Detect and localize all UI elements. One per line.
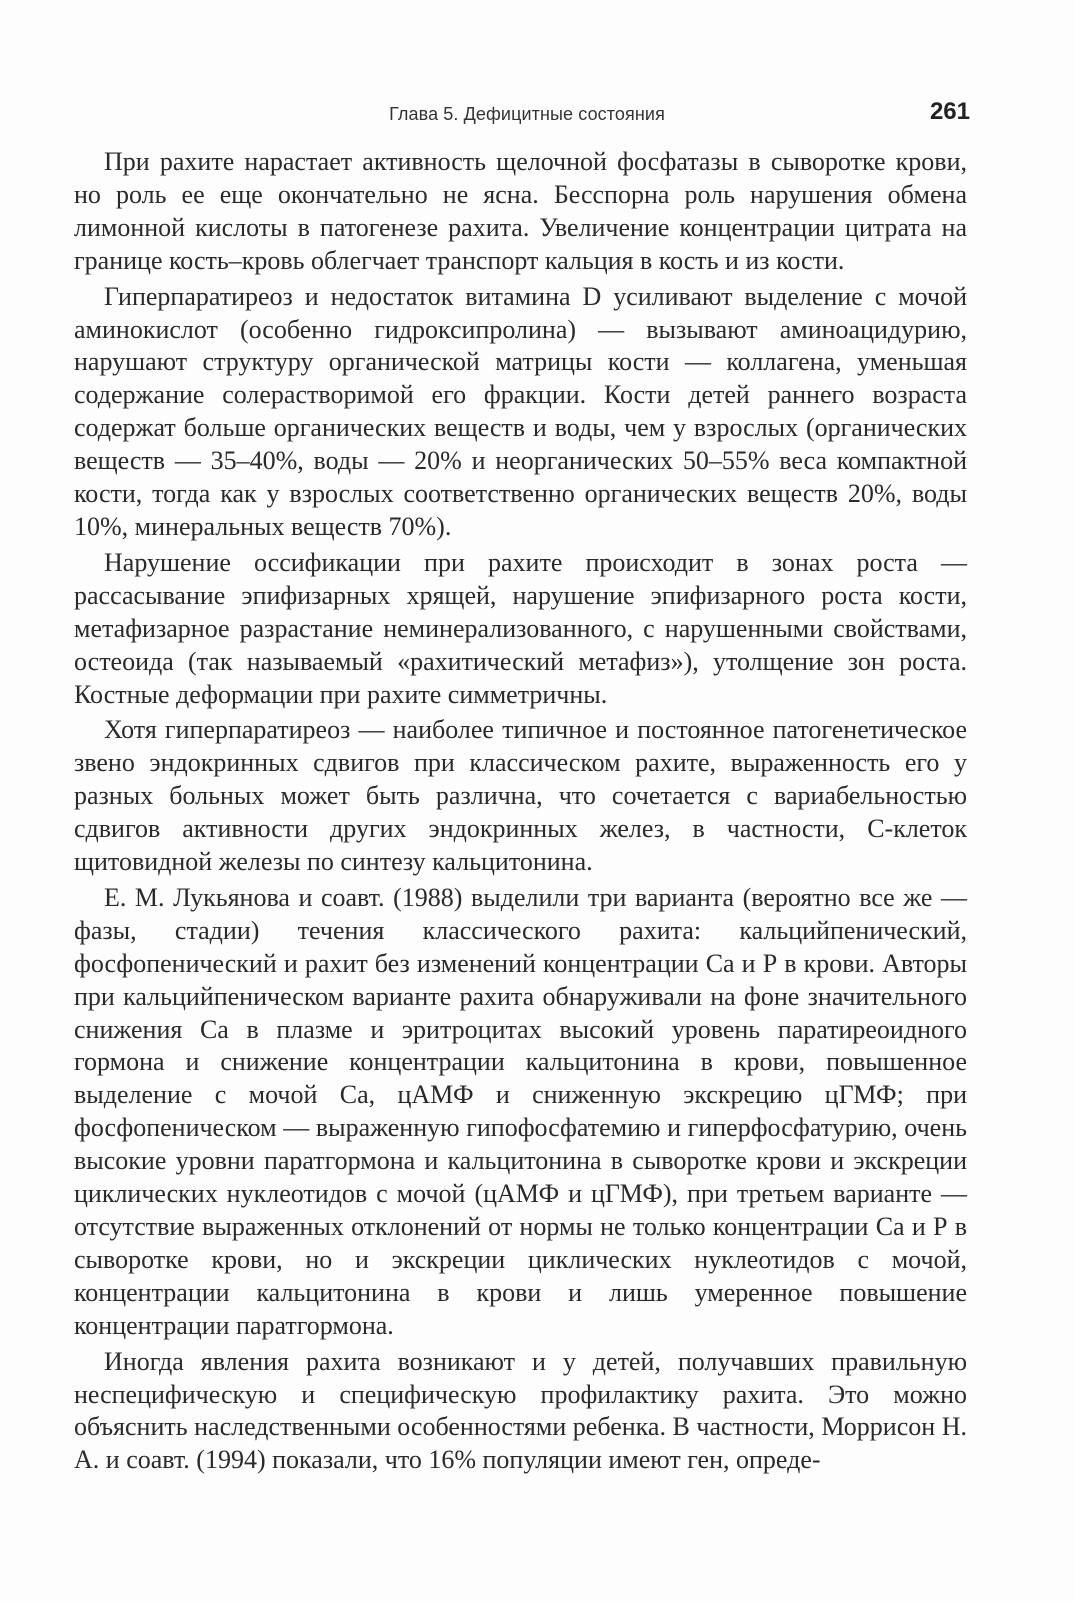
paragraph: Нарушение оссификации при рахите происходит в зонах роста — рассасывание эпифизарных хрящей, нарушение эпифизарного роста кости, метафизарное разрастание неминерализованного, с нарушенными свойствами, остеоида (так называемый «рахитический метафиз»), утолщение зон роста. Костные деформации при рахите симметричны. (74, 547, 967, 709)
running-head (84, 98, 970, 130)
paragraph: При рахите нарастает активность щелочной фосфатазы в сыворотке крови, но роль ее еще окончательно не ясна. Бесспорна роль нарушения обмена лимонной кислоты в патогенезе рахита. Увеличение концентрации цитрата на границе кость–кровь облегчает транспорт кальция в кость и из кости. (74, 147, 967, 275)
paragraph: Гиперпаратиреоз и недостаток витамина D усиливают выделение с мочой аминокислот (особенно гидроксипролина) — вызывают аминоацидурию, нарушают структуру органической матрицы кости — коллагена, уменьшая содержание солерастворимой его фракции. Кости детей раннего возраста содержат больше органических веществ и воды, чем у взрослых (органических веществ — 35–40%, воды — 20% и неорганических 50–55% веса компактной кости, тогда как у взрослых соответственно органических веществ 20%, воды 10%, минеральных веществ 70%). (74, 281, 967, 541)
paragraph: Е. М. Лукьянова и соавт. (1988) выделили три варианта (вероятно все же — фазы, стадии) течения классического рахита: кальцийпенический, фосфопенический и рахит без изменений концентрации Са и Р в крови. Авторы при кальцийпеническом варианте рахита обнаруживали на фоне значительного снижения Са в плазме и эритроцитах высокий уровень паратиреоидного гормона и снижение концентрации кальцитонина в крови, повышенное выделение с мочой Са, цАМФ и сниженную экскрецию цГМФ; при фосфопеническом — выраженную гипофосфатемию и гиперфосфатурию, очень высокие уровни паратгормона и кальцитонина в сыворотке крови и экскреции циклических нуклеотидов с мочой (цАМФ и цГМФ), при третьем варианте — отсутствие выраженных отклонений от нормы не только концентрации Са и Р в сыворотке крови, но и экскреции циклических нуклеотидов с мочой, концентрации кальцитонина в крови и лишь умеренное повышение концентрации паратгормона. (74, 882, 967, 1340)
body-text (74, 146, 967, 1480)
paragraph: Иногда явления рахита возникают и у детей, получавших правильную неспецифическую и специфическую профилактику рахита. Это можно объяснить наследственными особенностями ребенка. В частности, Моррисон Н. А. и соавт. (1994) показали, что 16% популяции имеют ген, опреде- (74, 1346, 967, 1475)
running-title: Глава 5. Дефицитные состояния (389, 104, 665, 124)
paragraph: Хотя гиперпаратиреоз — наиболее типичное и постоянное патогенетическое звено эндокринных сдвигов при классическом рахите, выраженность его у разных больных может быть различна, что сочетается с вариабельностью сдвигов активности других эндокринных желез, в частности, С-клеток щитовидной железы по синтезу кальцитонина. (74, 715, 967, 877)
page-number: 261 (929, 98, 970, 125)
